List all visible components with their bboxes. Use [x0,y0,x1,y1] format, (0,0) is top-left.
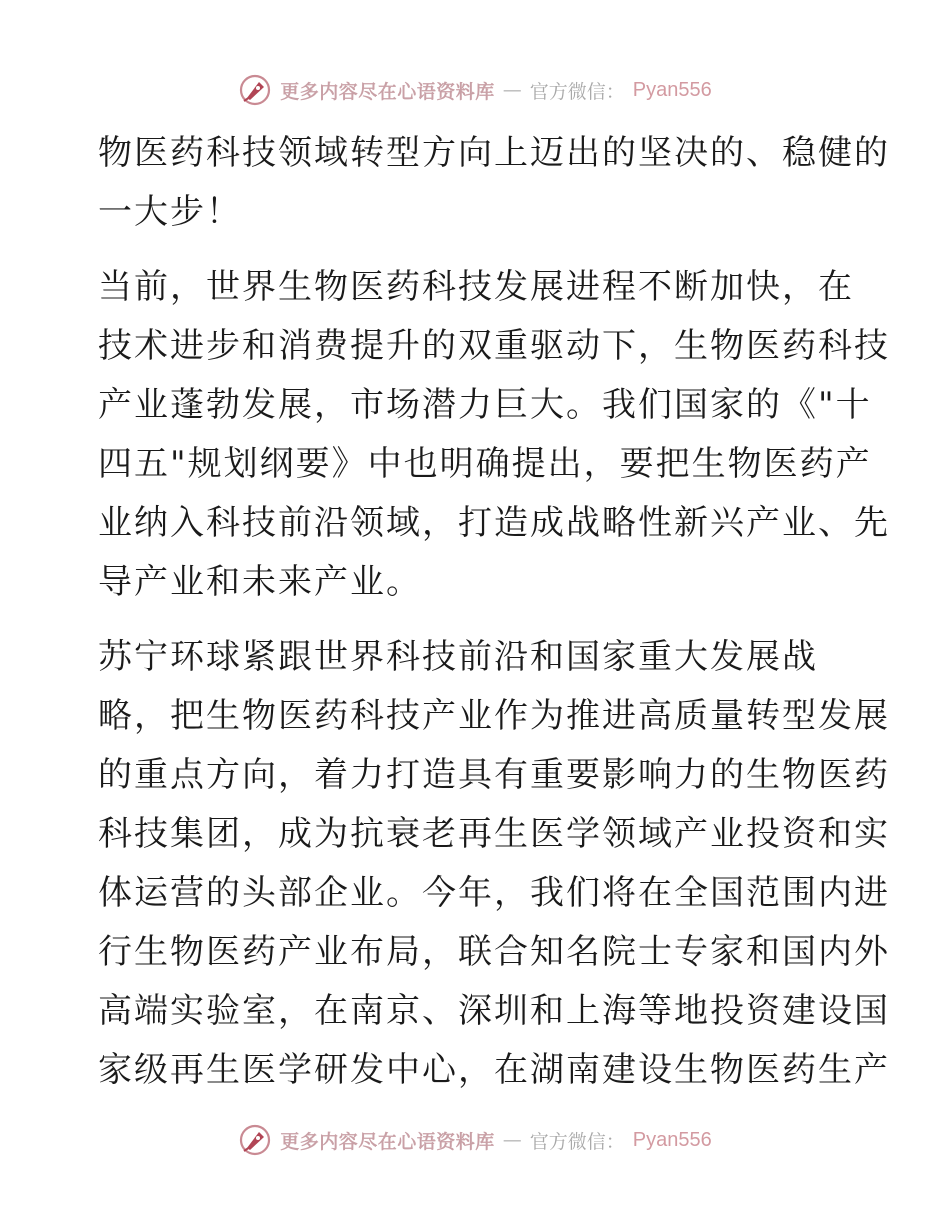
watermark-wechat-label: 官方微信： [529,1130,625,1153]
text-line: 行生物医药产业布局，联合知名院士专家和国内外 [98,932,890,972]
text-line: 的重点方向，着力打造具有重要影响力的生物医药 [98,755,890,795]
text-line: 体运营的头部企业。今年，我们将在全国范围内进 [98,873,890,913]
watermark-main-text: 更多内容尽在心语资料库 [280,80,495,103]
text-line: 家级再生医学研发中心，在湖南建设生物医药生产 [98,1050,890,1090]
text-line: 物医药科技领域转型方向上迈出的坚决的、稳健的 [98,133,890,173]
text-line: 苏宁环球紧跟世界科技前沿和国家重大发展战 [98,637,818,677]
pen-nib-logo-icon [238,73,272,107]
text-line: 科技集团，成为抗衰老再生医学领域产业投资和实 [98,814,890,854]
pen-nib-logo-icon [238,1123,272,1157]
watermark-separator: — [502,1129,522,1151]
watermark-separator: — [502,79,522,101]
text-line: 当前，世界生物医药科技发展进程不断加快，在 [98,267,854,307]
paragraph-1 [98,124,890,242]
document-body [98,124,890,1100]
text-line: 技术进步和消费提升的双重驱动下，生物医药科技 [98,326,890,366]
text-line: 略，把生物医药科技产业作为推进高质量转型发展 [98,696,890,736]
text-line: 导产业和未来产业。 [98,562,422,602]
text-line: 一大步！ [98,192,242,232]
watermark-wechat-id: Pyan556 [632,78,712,101]
footer-watermark [0,1120,950,1160]
text-line: 产业蓬勃发展，市场潜力巨大。我们国家的《"十 [98,385,872,425]
header-watermark [0,70,950,110]
text-line: 四五"规划纲要》中也明确提出，要把生物医药产 [98,444,872,484]
paragraph-2 [98,258,890,612]
text-line: 高端实验室，在南京、深圳和上海等地投资建设国 [98,991,890,1031]
paragraph-3 [98,628,890,1100]
text-line: 业纳入科技前沿领域，打造成战略性新兴产业、先 [98,503,890,543]
watermark-wechat-label: 官方微信： [529,80,625,103]
watermark-wechat-id: Pyan556 [632,1128,712,1151]
watermark-main-text: 更多内容尽在心语资料库 [280,1130,495,1153]
